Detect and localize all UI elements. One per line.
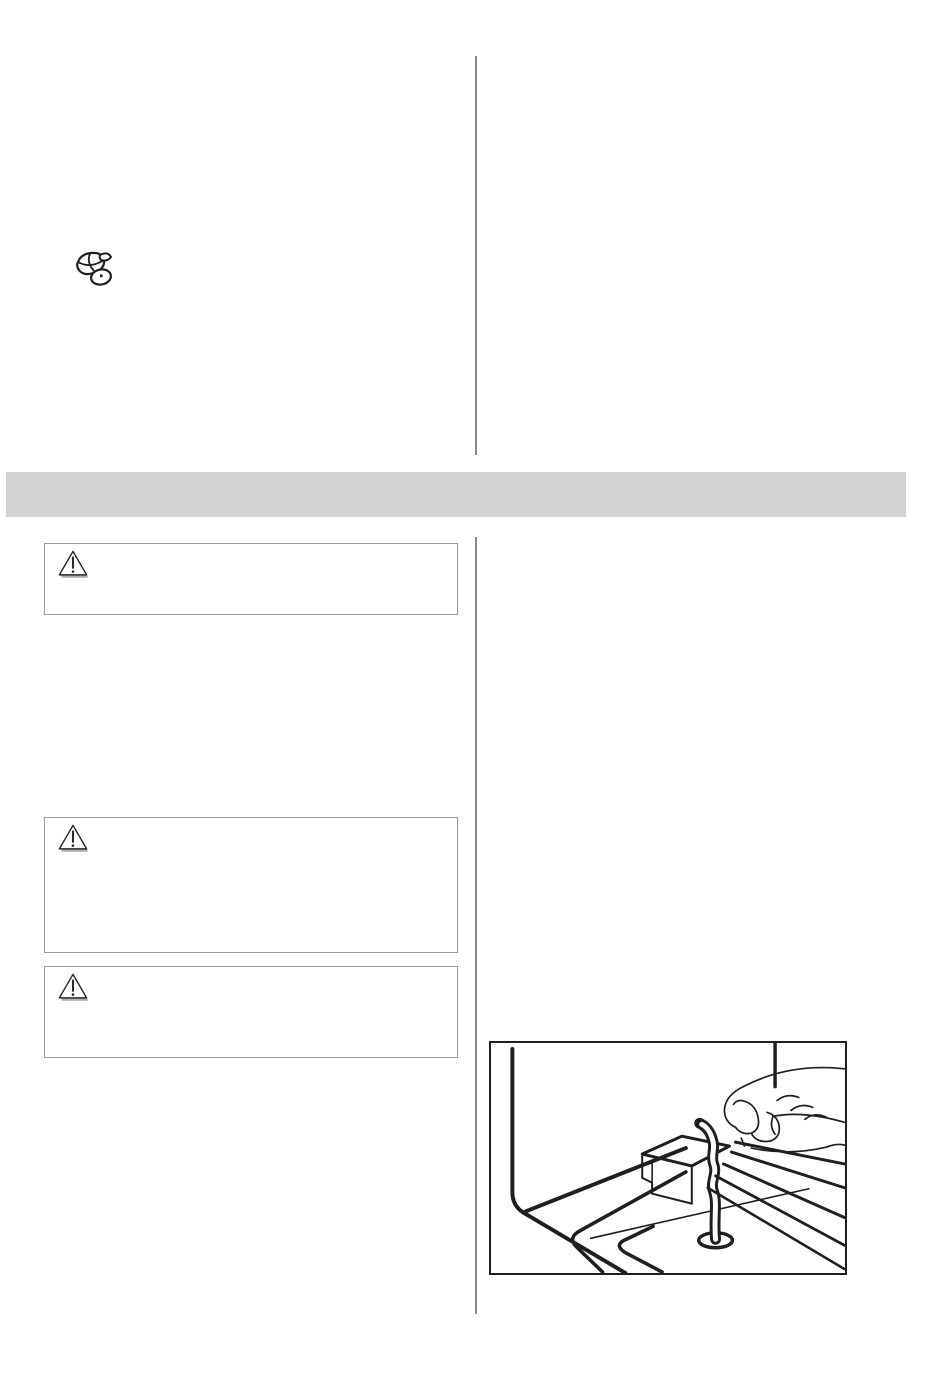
figure-frame bbox=[489, 1041, 847, 1275]
warning-box-1 bbox=[44, 543, 458, 615]
hand-inserting-tube-into-drain-hole-illustration bbox=[491, 1043, 845, 1273]
warning-triangle-icon bbox=[57, 823, 89, 853]
warning-triangle-icon bbox=[57, 549, 89, 579]
column-divider-bottom bbox=[475, 537, 477, 1314]
warning-box-2 bbox=[44, 817, 458, 953]
column-divider-top bbox=[475, 56, 477, 455]
section-heading-band bbox=[6, 472, 906, 517]
warning-triangle-icon bbox=[57, 972, 89, 1002]
warning-box-3 bbox=[44, 966, 458, 1058]
food-garnish-icon bbox=[71, 249, 115, 289]
